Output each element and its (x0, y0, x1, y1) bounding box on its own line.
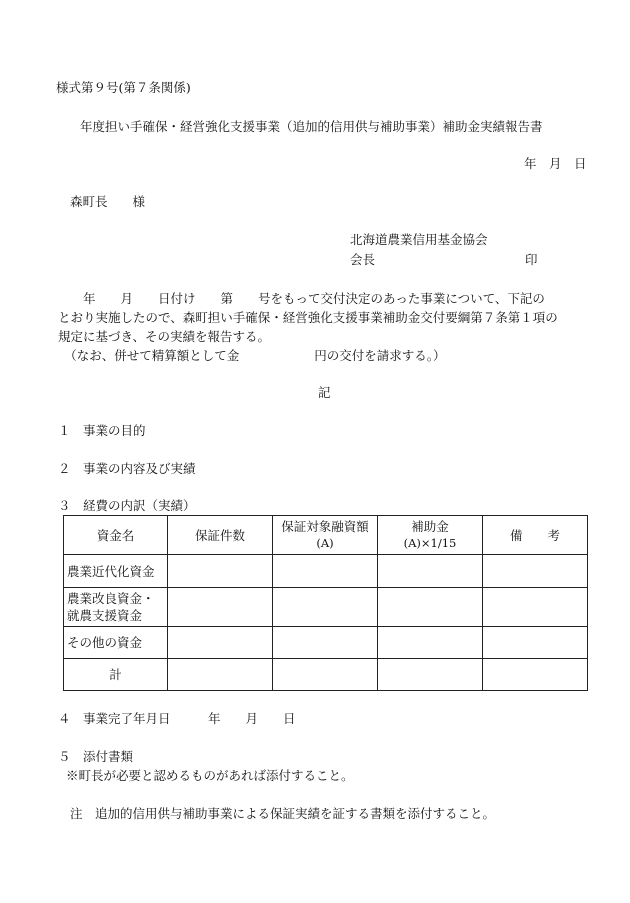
table-cell[interactable] (378, 659, 483, 691)
section-completion-date: ４ 事業完了年月日 年 月 日 (58, 711, 296, 726)
body-line-2: とおり実施したので、森町担い手確保・経営強化支援事業補助金交付要綱第７条第１項の (58, 310, 558, 325)
row-label-improvement (64, 588, 168, 627)
header-subsidy (378, 516, 483, 555)
report-date: 年 月 日 (524, 156, 587, 171)
header-subsidy-label: 補助金 (411, 519, 449, 534)
form-number: 様式第９号(第７条関係) (56, 80, 191, 95)
table-cell[interactable] (483, 555, 588, 588)
table-cell[interactable] (378, 588, 483, 627)
sender-organization: 北海道農業信用基金協会 (350, 232, 488, 247)
seal-mark: 印 (525, 252, 538, 267)
table-cell[interactable] (168, 627, 273, 659)
row-label-other: その他の資金 (64, 627, 168, 659)
row-label-improvement-line1: 農業改良資金・ (67, 591, 155, 606)
section-content: ２ 事業の内容及び実績 (58, 461, 196, 476)
footnote: 注 追加的信用供与補助事業による保証実績を証する書類を添付すること。 (70, 806, 496, 821)
header-subsidy-formula: (A)×1/15 (403, 536, 457, 550)
table-row (64, 659, 588, 691)
row-label-modernization: 農業近代化資金 (64, 555, 168, 588)
table-cell[interactable] (273, 588, 378, 627)
table-cell[interactable] (483, 659, 588, 691)
table-cell[interactable] (378, 555, 483, 588)
header-loan-amount-label: 保証対象融資額 (281, 519, 369, 534)
row-label-improvement-line2: 就農支援資金 (67, 608, 143, 623)
addressee: 森町長 様 (70, 194, 146, 209)
table-cell[interactable] (168, 555, 273, 588)
table-row (64, 588, 588, 627)
attachments-note: ※町長が必要と認めるものがあれば添付すること。 (66, 768, 354, 783)
table-cell[interactable] (168, 659, 273, 691)
header-fund-name: 資金名 (64, 516, 168, 555)
report-body (58, 289, 592, 365)
header-guarantee-count: 保証件数 (168, 516, 273, 555)
section-purpose: １ 事業の目的 (58, 423, 146, 438)
table-cell[interactable] (483, 588, 588, 627)
table-cell[interactable] (273, 627, 378, 659)
header-loan-amount-symbol: (A) (316, 536, 334, 550)
body-line-1: 年 月 日付け 第 号をもって交付決定のあった事業について、下記の (58, 291, 545, 306)
section-breakdown: ３ 経費の内訳（実績） (58, 498, 196, 513)
sender-title: 会長 (350, 252, 376, 267)
table-row (64, 627, 588, 659)
table-row (64, 555, 588, 588)
document-title: 年度担い手確保・経営強化支援事業（追加的信用供与補助事業）補助金実績報告書 (80, 119, 543, 134)
table-cell[interactable] (378, 627, 483, 659)
header-loan-amount (273, 516, 378, 555)
table-cell[interactable] (273, 555, 378, 588)
table-cell[interactable] (273, 659, 378, 691)
table-cell[interactable] (168, 588, 273, 627)
header-remarks: 備 考 (483, 516, 588, 555)
section-attachments: ５ 添付書類 (58, 749, 134, 764)
row-label-total: 計 (64, 659, 168, 691)
body-line-4: （なお、併せて精算額として金 円の交付を請求する。） (58, 348, 446, 363)
table-cell[interactable] (483, 627, 588, 659)
expense-breakdown-table (63, 515, 588, 691)
ki-heading: 記 (318, 385, 331, 400)
body-line-3: 規定に基づき、その実績を報告する。 (58, 329, 271, 344)
table-header-row (64, 516, 588, 555)
